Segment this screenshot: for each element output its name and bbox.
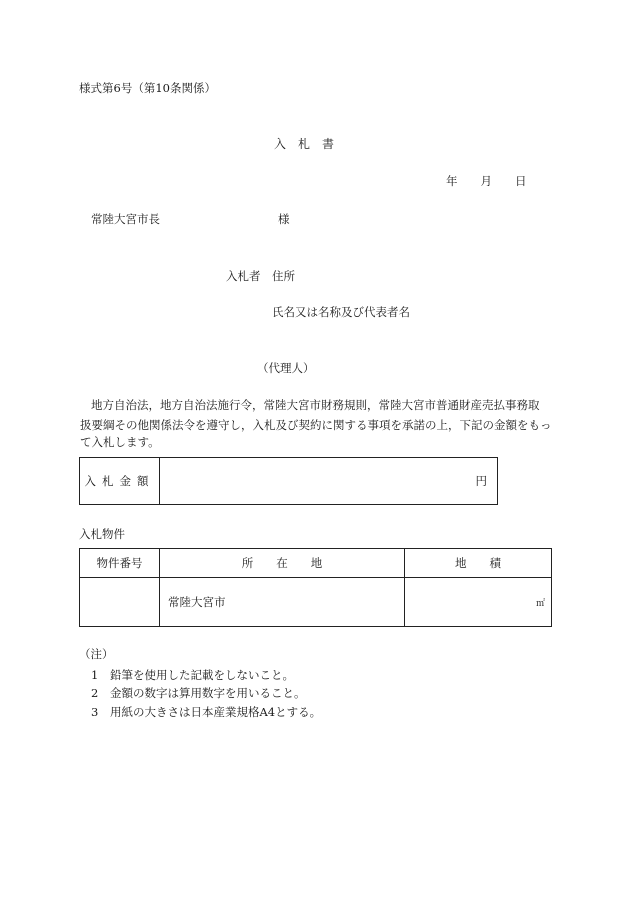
date-line: 年 月 日: [446, 174, 527, 188]
paragraph-line: 地方自治法，地方自治法施行令，常陸大宮市財務規則，常陸大宮市普通財産売払事務取: [91, 398, 540, 412]
square-meter-unit: ㎡: [535, 598, 545, 609]
header-location: 所 在 地: [160, 549, 405, 578]
property-number-cell[interactable]: [80, 578, 160, 627]
note-item: [91, 704, 321, 720]
note-number: 3: [91, 705, 99, 719]
document-title: 入 札 書: [274, 137, 335, 151]
agent-label: （代理人）: [257, 361, 315, 375]
note-number: 2: [91, 686, 99, 700]
property-section-title: 入札物件: [79, 527, 125, 541]
honorific: 様: [278, 212, 290, 226]
note-text: 金額の数字は算用数字を用いること。: [109, 686, 306, 700]
yen-unit: 円: [475, 474, 487, 488]
bid-amount-field[interactable]: [160, 458, 498, 505]
property-table: [79, 548, 552, 627]
area-cell[interactable]: [405, 578, 552, 627]
bid-amount-table: [79, 457, 498, 505]
notes-heading: （注）: [79, 647, 114, 661]
note-item: [91, 685, 305, 701]
paragraph-line: 扱要綱その他関係法令を遵守し，入札及び契約に関する事項を承諾の上，下記の金額をもっ: [80, 418, 552, 432]
bidder-label: 入札者: [226, 269, 261, 283]
header-area: 地 積: [405, 549, 552, 578]
header-property-number: 物件番号: [80, 549, 160, 578]
name-label: 氏名又は名称及び代表者名: [272, 305, 410, 319]
note-text: 鉛筆を使用した記載をしないこと。: [109, 668, 294, 682]
location-cell[interactable]: 常陸大宮市: [160, 578, 405, 627]
declaration-paragraph: [80, 395, 552, 452]
note-item: [91, 667, 294, 683]
addressee: 常陸大宮市長: [91, 212, 160, 226]
address-label: 住所: [272, 269, 295, 283]
note-text: 用紙の大きさは日本産業規格A4とする。: [109, 705, 322, 719]
paragraph-line: て入札します。: [80, 435, 160, 449]
bid-amount-label: 入札金額: [80, 458, 160, 505]
note-number: 1: [91, 668, 99, 682]
form-number: 様式第6号（第10条関係）: [79, 81, 216, 95]
